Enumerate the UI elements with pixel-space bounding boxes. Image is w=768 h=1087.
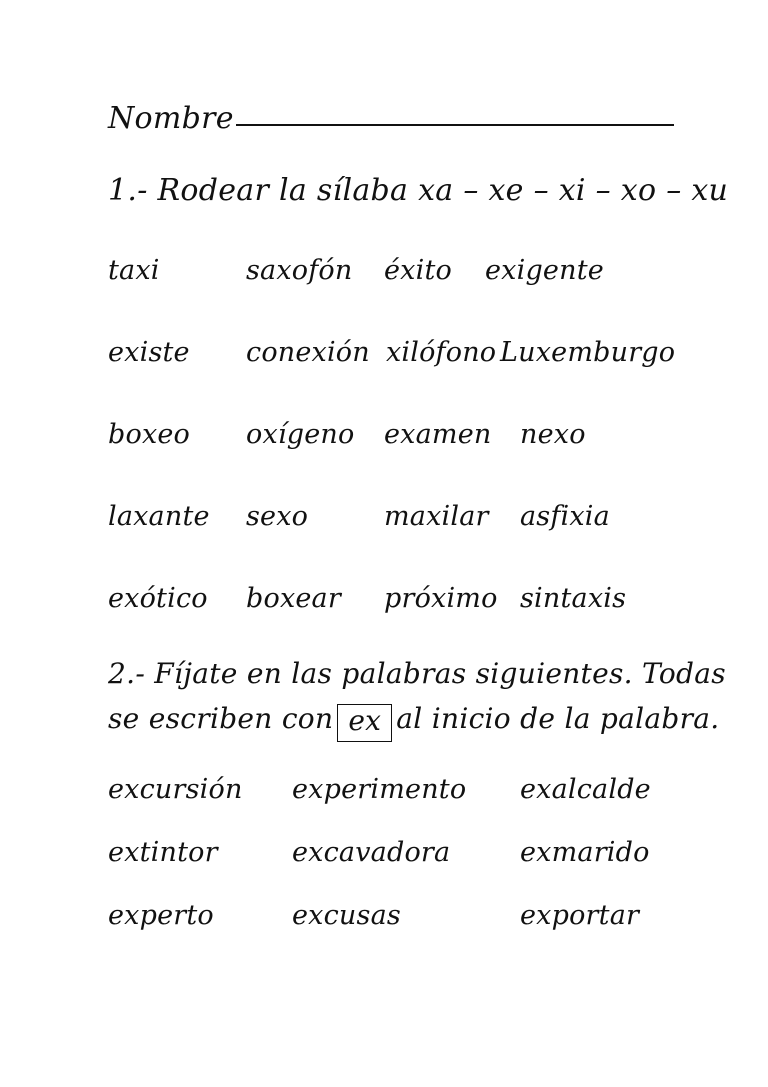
word-exmarido: exmarido	[520, 837, 650, 868]
ex-boxed-prefix: ex	[337, 704, 392, 742]
word-experto: experto	[108, 900, 214, 931]
exercise-2-text-after: al inicio de la palabra.	[396, 702, 720, 735]
word-luxemburgo: Luxemburgo	[500, 337, 676, 368]
word-experimento: experimento	[292, 774, 467, 805]
word-examen: examen	[384, 419, 492, 450]
word-existe: existe	[108, 337, 190, 368]
word-exportar: exportar	[520, 900, 640, 931]
word-asfixia: asfixia	[520, 501, 610, 532]
exercise-2-text-before: se escriben con	[108, 702, 334, 735]
exercise-2-title-line2	[108, 702, 719, 740]
word-excavadora: excavadora	[292, 837, 451, 868]
word-maxilar: maxilar	[384, 501, 489, 532]
word-exito: éxito	[384, 255, 452, 286]
name-label: Nombre	[108, 101, 234, 136]
word-exalcalde: exalcalde	[520, 774, 651, 805]
word-boxeo: boxeo	[108, 419, 190, 450]
word-xilofono: xilófono	[386, 337, 497, 368]
word-sexo: sexo	[246, 501, 309, 532]
word-proximo: próximo	[384, 583, 498, 614]
word-extintor: extintor	[108, 837, 218, 868]
word-taxi: taxi	[108, 255, 160, 286]
word-exotico: exótico	[108, 583, 208, 614]
word-conexion: conexión	[246, 337, 370, 368]
exercise-2-title-line1: 2.- Fíjate en las palabras siguientes. Todas	[108, 657, 726, 690]
word-saxofon: saxofón	[246, 255, 353, 286]
exercise-1-title: 1.- Rodear la sílaba xa – xe – xi – xo – xu	[108, 173, 729, 208]
name-underline[interactable]	[236, 94, 674, 126]
word-boxear: boxear	[246, 583, 341, 614]
word-laxante: laxante	[108, 501, 210, 532]
word-nexo: nexo	[520, 419, 586, 450]
word-sintaxis: sintaxis	[520, 583, 627, 614]
word-excusas: excusas	[292, 900, 401, 931]
name-field[interactable]	[108, 96, 674, 134]
word-exigente: exigente	[485, 255, 604, 286]
word-excursion: excursión	[108, 774, 243, 805]
word-oxigeno: oxígeno	[246, 419, 355, 450]
